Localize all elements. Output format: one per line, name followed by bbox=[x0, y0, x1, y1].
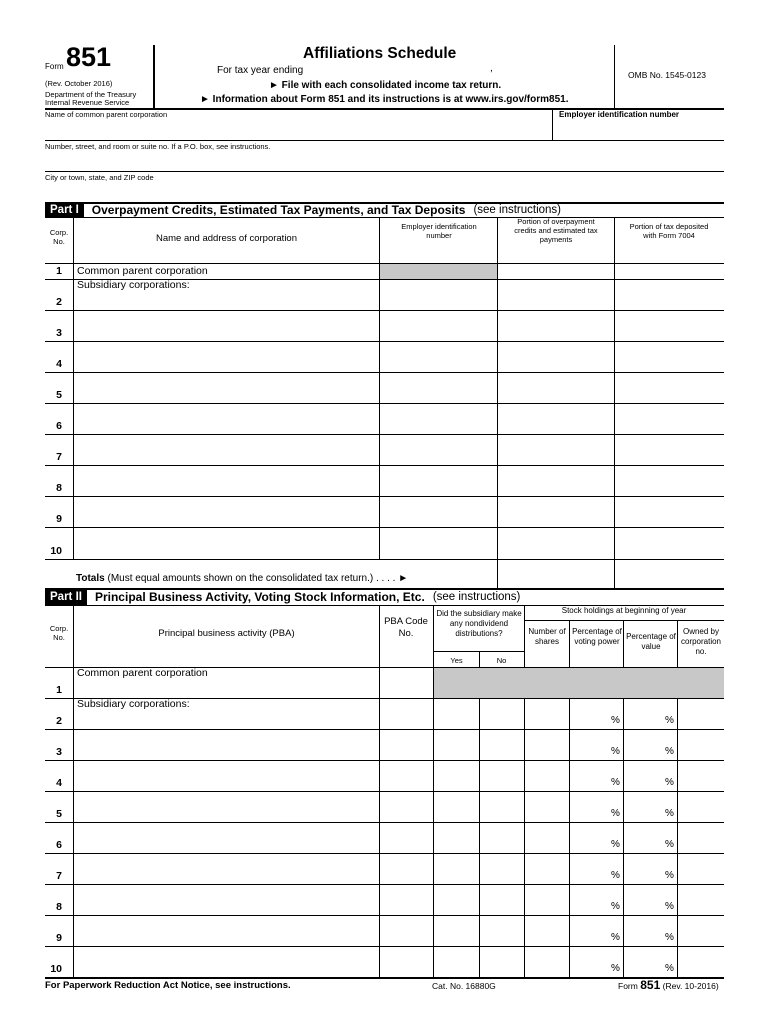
p2-code-cell[interactable] bbox=[382, 682, 430, 696]
part1-title: Overpayment Credits, Estimated Tax Payments, and Tax Deposits bbox=[91, 203, 466, 217]
p2-pba-cell[interactable] bbox=[76, 744, 376, 758]
p1-row-rule bbox=[45, 434, 724, 435]
p1-ein-cell[interactable] bbox=[382, 325, 494, 339]
p2-owned-cell[interactable] bbox=[680, 713, 722, 727]
footer-rev: (Rev. 10-2016) bbox=[662, 981, 719, 991]
p2-voting-cell[interactable] bbox=[572, 806, 610, 820]
p2-code-cell[interactable] bbox=[382, 837, 430, 851]
footer-form-word: Form bbox=[618, 981, 638, 991]
p2-row1-text: Common parent corporation bbox=[77, 667, 208, 679]
p2-no-cell[interactable] bbox=[482, 713, 522, 727]
p2-code-cell[interactable] bbox=[382, 930, 430, 944]
p2-voting-cell[interactable] bbox=[572, 713, 610, 727]
form-header bbox=[0, 0, 768, 112]
p2-code-cell[interactable] bbox=[382, 806, 430, 820]
p1-totals bbox=[76, 573, 408, 584]
p1-deposit-cell[interactable] bbox=[617, 480, 722, 494]
p2-no-cell[interactable] bbox=[482, 961, 522, 975]
part2-label: Part II bbox=[45, 589, 87, 605]
p2-row-rule bbox=[45, 791, 724, 792]
p2-yes-cell[interactable] bbox=[436, 775, 476, 789]
p1-row-number: 9 bbox=[56, 513, 62, 525]
p2-pba-cell[interactable] bbox=[76, 775, 376, 789]
p2-row-number: 1 bbox=[56, 684, 62, 696]
form-revision: (Rev. October 2016) bbox=[45, 79, 113, 88]
p2-pba-cell[interactable] bbox=[76, 837, 376, 851]
p1-col-name: Name and address of corporation bbox=[156, 233, 297, 244]
p2-code-cell[interactable] bbox=[382, 775, 430, 789]
catalog-number: Cat. No. 16880G bbox=[432, 981, 496, 991]
p2-value-pct: % bbox=[665, 715, 674, 726]
p2-no-cell[interactable] bbox=[482, 899, 522, 913]
p2-row-rule bbox=[45, 915, 724, 916]
p2-value-cell[interactable] bbox=[626, 961, 664, 975]
p2-value-pct: % bbox=[665, 808, 674, 819]
p2-shares-cell[interactable] bbox=[527, 899, 567, 913]
p2-yes-cell[interactable] bbox=[436, 961, 476, 975]
part2-heading bbox=[45, 589, 520, 605]
p1-row-rule bbox=[45, 372, 724, 373]
p2-code-cell[interactable] bbox=[382, 868, 430, 882]
p2-shares-cell[interactable] bbox=[527, 744, 567, 758]
p1-row-number: 10 bbox=[50, 545, 62, 557]
tax-year-label: For tax year ending bbox=[217, 65, 304, 76]
p2-row-number: 5 bbox=[56, 808, 62, 820]
p2-row-number: 9 bbox=[56, 932, 62, 944]
part1-heading bbox=[45, 202, 561, 218]
p1-name-cell[interactable] bbox=[76, 387, 376, 401]
part2-title: Principal Business Activity, Voting Stock Information, Etc. bbox=[94, 590, 425, 604]
p1-row-number: 6 bbox=[56, 420, 62, 432]
p2-value-cell[interactable] bbox=[626, 837, 664, 851]
p2-shares-cell[interactable] bbox=[527, 806, 567, 820]
p2-row-rule bbox=[45, 822, 724, 823]
p2-col-shares: Number of shares bbox=[528, 627, 566, 646]
p1-ein-cell[interactable] bbox=[382, 356, 494, 370]
p2-col-nondiv: Did the subsidiary make any nondividend distributions? bbox=[436, 609, 522, 638]
p2-value-pct: % bbox=[665, 963, 674, 974]
p2-value-pct: % bbox=[665, 746, 674, 757]
p2-row-rule bbox=[45, 760, 724, 761]
p2-yes-cell[interactable] bbox=[436, 713, 476, 727]
p2-voting-cell[interactable] bbox=[572, 899, 610, 913]
p2-voting-pct: % bbox=[611, 777, 620, 788]
header-divider-left bbox=[153, 45, 155, 108]
p1-name-cell[interactable] bbox=[76, 543, 376, 557]
p2-shares-cell[interactable] bbox=[527, 930, 567, 944]
p2-voting-cell[interactable] bbox=[572, 837, 610, 851]
header-divider-right bbox=[614, 45, 615, 108]
p2-value-pct: % bbox=[665, 839, 674, 850]
p2-voting-pct: % bbox=[611, 746, 620, 757]
p2-no-cell[interactable] bbox=[482, 744, 522, 758]
p1-overpay-cell[interactable] bbox=[500, 480, 611, 494]
totals-deposit-field[interactable] bbox=[617, 568, 722, 584]
p2-owned-cell[interactable] bbox=[680, 930, 722, 944]
p2-pba-cell[interactable] bbox=[76, 930, 376, 944]
p2-owned-cell[interactable] bbox=[680, 806, 722, 820]
p2-row-number: 8 bbox=[56, 901, 62, 913]
p2-stock-header: Stock holdings at beginning of year bbox=[561, 606, 687, 615]
p1-overpay-cell[interactable] bbox=[500, 449, 611, 463]
p1-ein-cell[interactable] bbox=[382, 449, 494, 463]
p2-row-number: 7 bbox=[56, 870, 62, 882]
p1-overpay-cell[interactable] bbox=[500, 294, 611, 308]
p2-voting-cell[interactable] bbox=[572, 744, 610, 758]
street-rule bbox=[45, 171, 724, 172]
p2-voting-pct: % bbox=[611, 932, 620, 943]
street-field[interactable] bbox=[48, 153, 718, 169]
p2-no-cell[interactable] bbox=[482, 775, 522, 789]
p2-no-cell[interactable] bbox=[482, 930, 522, 944]
p2-yes-cell[interactable] bbox=[436, 806, 476, 820]
p1-overpay-cell[interactable] bbox=[500, 543, 611, 557]
p2-voting-pct: % bbox=[611, 901, 620, 912]
p2-voting-pct: % bbox=[611, 808, 620, 819]
p1-ein-cell[interactable] bbox=[382, 480, 494, 494]
p1-deposit-cell[interactable] bbox=[617, 294, 722, 308]
p1-col-ein: Employer identification number bbox=[401, 222, 477, 240]
p2-pba-cell[interactable] bbox=[76, 899, 376, 913]
p2-pba-cell[interactable] bbox=[76, 868, 376, 882]
p2-owned-cell[interactable] bbox=[680, 837, 722, 851]
p1-row-rule bbox=[45, 310, 724, 311]
omb-number: OMB No. 1545-0123 bbox=[628, 70, 706, 80]
p2-value-cell[interactable] bbox=[626, 775, 664, 789]
p2-no-cell[interactable] bbox=[482, 837, 522, 851]
p2-voting-pct: % bbox=[611, 715, 620, 726]
p2-row-rule bbox=[45, 853, 724, 854]
parent-name-field[interactable] bbox=[48, 121, 548, 137]
p1-overpay-cell[interactable] bbox=[500, 387, 611, 401]
agency-line: Internal Revenue Service bbox=[45, 98, 130, 107]
p2-value-pct: % bbox=[665, 870, 674, 881]
p1-deposit-cell[interactable] bbox=[617, 511, 722, 525]
p2-value-cell[interactable] bbox=[626, 806, 664, 820]
p1-row2-text: Subsidiary corporations: bbox=[77, 279, 190, 291]
p1-name-cell[interactable] bbox=[76, 449, 376, 463]
p2-owned-cell[interactable] bbox=[680, 961, 722, 975]
p2-value-pct: % bbox=[665, 901, 674, 912]
p2-owned-cell[interactable] bbox=[680, 744, 722, 758]
p1-row-rule bbox=[45, 496, 724, 497]
p2-row-rule bbox=[45, 884, 724, 885]
p1-name-cell[interactable] bbox=[76, 356, 376, 370]
p2-voting-pct: % bbox=[611, 963, 620, 974]
p2-col-voting: Percentage of voting power bbox=[572, 627, 622, 646]
p2-code-cell[interactable] bbox=[382, 961, 430, 975]
p2-col-no: No bbox=[496, 656, 507, 665]
p1-deposit-cell[interactable] bbox=[617, 418, 722, 432]
p1-ein-cell[interactable] bbox=[382, 418, 494, 432]
p1-bottom-rule bbox=[45, 559, 724, 560]
p2-value-cell[interactable] bbox=[626, 744, 664, 758]
part1-label: Part I bbox=[45, 202, 84, 218]
p1-ein-cell[interactable] bbox=[382, 543, 494, 557]
p2-value-cell[interactable] bbox=[626, 899, 664, 913]
p2-voting-cell[interactable] bbox=[572, 775, 610, 789]
p2-col-pba: Principal business activity (PBA) bbox=[158, 628, 295, 639]
file-instruction: ► File with each consolidated income tax return. bbox=[269, 80, 502, 91]
paperwork-notice: For Paperwork Reduction Act Notice, see instructions. bbox=[45, 980, 291, 991]
part1-see: (see instructions) bbox=[473, 204, 562, 216]
p2-row-number: 10 bbox=[50, 963, 62, 975]
street-label: Number, street, and room or suite no. If a P.O. box, see instructions. bbox=[45, 142, 271, 151]
p1-col-deposit: Portion of tax deposited with Form 7004 bbox=[629, 222, 709, 240]
p2-stock-rule bbox=[524, 620, 724, 621]
p2-vline-yes bbox=[479, 651, 480, 977]
p2-shares-cell[interactable] bbox=[527, 713, 567, 727]
p2-value-pct: % bbox=[665, 777, 674, 788]
p1-row-number: 7 bbox=[56, 451, 62, 463]
p1-row-number: 2 bbox=[56, 296, 62, 308]
p1-col-corp: Corp. No. bbox=[49, 228, 69, 246]
p2-col-value: Percentage of value bbox=[626, 632, 676, 651]
city-field[interactable] bbox=[48, 184, 718, 200]
p1-name-cell[interactable] bbox=[76, 418, 376, 432]
p1-row1-text: Common parent corporation bbox=[77, 265, 208, 277]
p1-deposit-cell[interactable] bbox=[617, 387, 722, 401]
p1-ein-cell[interactable] bbox=[382, 387, 494, 401]
tax-year-ending-field[interactable] bbox=[305, 63, 485, 77]
p2-voting-pct: % bbox=[611, 839, 620, 850]
p2-yes-cell[interactable] bbox=[436, 868, 476, 882]
city-label: City or town, state, and ZIP code bbox=[45, 173, 154, 182]
p2-voting-cell[interactable] bbox=[572, 930, 610, 944]
p2-voting-pct: % bbox=[611, 870, 620, 881]
p2-row-rule bbox=[45, 946, 724, 947]
p2-owned-cell[interactable] bbox=[680, 775, 722, 789]
p1-deposit-cell[interactable] bbox=[617, 263, 722, 277]
p2-row-number: 2 bbox=[56, 715, 62, 727]
form-number: 851 bbox=[66, 42, 112, 72]
form-word: Form bbox=[45, 62, 64, 71]
p1-ein-cell[interactable] bbox=[382, 294, 494, 308]
totals-text: (Must equal amounts shown on the consolidated tax return.) . . . . ► bbox=[107, 573, 409, 584]
p1-overpay-cell[interactable] bbox=[500, 356, 611, 370]
part2-see: (see instructions) bbox=[432, 591, 521, 603]
p2-shares-cell[interactable] bbox=[527, 775, 567, 789]
totals-overpay-field[interactable] bbox=[500, 568, 610, 584]
totals-label: Totals bbox=[76, 573, 105, 584]
p2-code-cell[interactable] bbox=[382, 713, 430, 727]
p2-shares-cell[interactable] bbox=[527, 961, 567, 975]
p2-col-owned: Owned by corporation no. bbox=[680, 627, 722, 656]
p1-deposit-cell[interactable] bbox=[617, 449, 722, 463]
p2-value-cell[interactable] bbox=[626, 713, 664, 727]
p2-voting-cell[interactable] bbox=[572, 868, 610, 882]
parent-ein-field[interactable] bbox=[558, 121, 718, 137]
p2-owned-cell[interactable] bbox=[680, 899, 722, 913]
ein-divider bbox=[552, 108, 553, 140]
p2-yes-cell[interactable] bbox=[436, 744, 476, 758]
p2-yes-cell[interactable] bbox=[436, 930, 476, 944]
p2-code-cell[interactable] bbox=[382, 899, 430, 913]
p2-row-number: 3 bbox=[56, 746, 62, 758]
p2-col-pba-code: PBA Code No. bbox=[384, 616, 428, 639]
p1-deposit-cell[interactable] bbox=[617, 325, 722, 339]
form-title: Affiliations Schedule bbox=[303, 45, 457, 62]
p1-row-number: 5 bbox=[56, 389, 62, 401]
ein-label: Employer identification number bbox=[559, 110, 680, 119]
p1-row-rule bbox=[45, 403, 724, 404]
p2-row1-shaded bbox=[434, 668, 724, 698]
info-instruction: ► Information about Form 851 and its instructions is at www.irs.gov/form851. bbox=[200, 94, 569, 105]
p2-shares-cell[interactable] bbox=[527, 868, 567, 882]
tax-year-comma: , bbox=[490, 63, 493, 74]
p2-code-cell[interactable] bbox=[382, 744, 430, 758]
p1-row-number: 3 bbox=[56, 327, 62, 339]
p1-vline-corp bbox=[73, 217, 74, 559]
p1-deposit-cell[interactable] bbox=[617, 356, 722, 370]
p1-row-number: 4 bbox=[56, 358, 62, 370]
p2-yes-cell[interactable] bbox=[436, 837, 476, 851]
department-line: Department of the Treasury bbox=[45, 90, 137, 99]
p2-yes-cell[interactable] bbox=[436, 899, 476, 913]
p2-row-number: 4 bbox=[56, 777, 62, 789]
p1-name-cell[interactable] bbox=[76, 325, 376, 339]
p2-no-cell[interactable] bbox=[482, 868, 522, 882]
p1-overpay-cell[interactable] bbox=[500, 263, 611, 277]
p2-row-number: 6 bbox=[56, 839, 62, 851]
p1-row-rule bbox=[45, 527, 724, 528]
p2-value-pct: % bbox=[665, 932, 674, 943]
p1-overpay-cell[interactable] bbox=[500, 511, 611, 525]
p1-overpay-cell[interactable] bbox=[500, 325, 611, 339]
footer-form-id bbox=[618, 978, 719, 992]
p2-value-cell[interactable] bbox=[626, 930, 664, 944]
parent-name-label: Name of common parent corporation bbox=[45, 110, 168, 119]
p1-deposit-cell[interactable] bbox=[617, 543, 722, 557]
p2-shares-cell[interactable] bbox=[527, 837, 567, 851]
p1-name-cell[interactable] bbox=[76, 511, 376, 525]
p1-row-rule bbox=[45, 465, 724, 466]
p2-row-rule bbox=[45, 729, 724, 730]
p2-voting-cell[interactable] bbox=[572, 961, 610, 975]
footer-form-number: 851 bbox=[640, 978, 661, 992]
p1-row-number: 8 bbox=[56, 482, 62, 494]
p1-row-rule bbox=[45, 341, 724, 342]
p1-col-overpay: Portion of overpayment credits and estimated tax payments bbox=[514, 217, 598, 244]
p1-name-cell[interactable] bbox=[76, 480, 376, 494]
p2-value-cell[interactable] bbox=[626, 868, 664, 882]
name-rule bbox=[45, 140, 724, 141]
p2-col-corp: Corp. No. bbox=[49, 624, 69, 642]
p2-col-yes: Yes bbox=[450, 656, 463, 665]
p2-pba-cell[interactable] bbox=[76, 961, 376, 975]
p2-row2-text: Subsidiary corporations: bbox=[77, 698, 190, 710]
p1-ein-cell[interactable] bbox=[382, 511, 494, 525]
p1-overpay-cell[interactable] bbox=[500, 418, 611, 432]
p2-no-cell[interactable] bbox=[482, 806, 522, 820]
p2-owned-cell[interactable] bbox=[680, 868, 722, 882]
p1-row-number: 1 bbox=[56, 265, 62, 277]
p2-yesno-rule bbox=[433, 651, 524, 652]
p1-row1-ein-shaded bbox=[380, 264, 497, 279]
part1-heading-rule bbox=[45, 217, 724, 218]
p2-pba-cell[interactable] bbox=[76, 806, 376, 820]
